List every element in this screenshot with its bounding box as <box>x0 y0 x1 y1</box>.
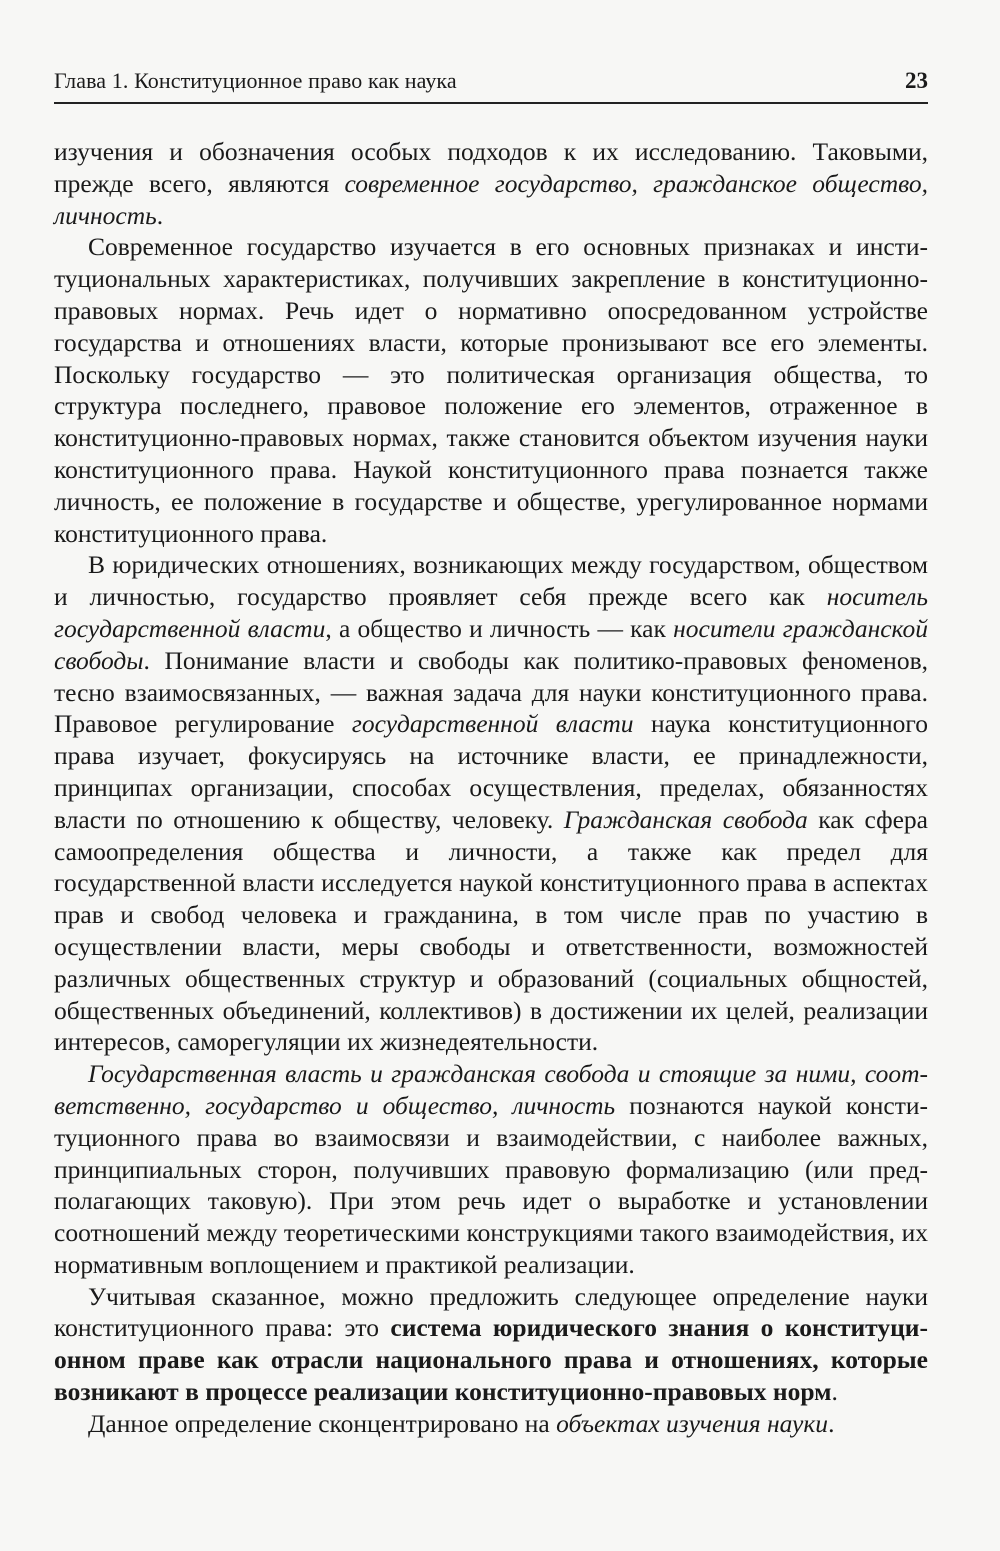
chapter-title: Глава 1. Конституционное право как наука <box>54 68 457 93</box>
paragraph-1 <box>54 136 928 231</box>
paragraph-3 <box>54 549 928 1058</box>
text-run: как сфера самоопределения общества и личности, а также как предел для государственной власти исследуется наукой конституционного права в аспектах прав и свобод человека и гражданина, в том числе прав по участию в осуществлении власти, меры свободы и ответственности, возможностей различных общественных структур и образований (социальных общностей, общественных объединений, коллективов) в достижении их целей, реализации интересов, саморегуляции их жизнедеятельности. <box>54 804 928 1057</box>
paragraph-2 <box>54 231 928 549</box>
body-text <box>54 136 928 1440</box>
paragraph-5 <box>54 1281 928 1408</box>
italic-term: Государственная власть и гражданская свобода и стоящие за ними, соответственно, государство и общество, личность <box>54 1059 928 1120</box>
paragraph-4 <box>54 1058 928 1281</box>
italic-term: носитель государственной власти <box>54 582 928 643</box>
text-run: Учитывая сказанное, можно предложить следующее определение науки конституционного права: это <box>54 1281 928 1343</box>
italic-term: современное государство, гражданское общество, личность <box>54 168 928 230</box>
italic-term: Гражданская свобода <box>563 804 808 834</box>
text-run: Данное определение сконцентрировано на <box>88 1408 557 1438</box>
text-run: . Понимание власти и свободы как политико-правовых феноменов, тесно взаимосвязанных, — важная задача для науки конституционного права. Правовое регулирование <box>54 645 928 739</box>
text-run: познаются наукой конституционного права во взаимосвязи и взаимодействии, с наиболее важных, принципиальных сторон, получивших правовую формализацию (или предполагающих таковую). При этом речь идет о выработке и установлении соотношений между теоретическими конструкциями такого взаимодействия, их нормативным воплощением и практикой реализации. <box>54 1090 928 1279</box>
text-run: изучения и обозначения особых подходов к их исследованию. Таковыми, прежде всего, являются <box>54 137 928 198</box>
text-run: Современное государство изучается в его основных признаках и институциональных характеристиках, получивших закрепление в конституционно-правовых нормах. Речь идет о нормативно опосредованном устройстве государства и отношениях власти, которые пронизывают все его элементы. Поскольку государство — это политическая организация общества, то структура последнего, правовое положение его элементов, отраженное в конституционно-правовых нормах, также становится объектом изучения науки конституционного права. Наукой конституционного права познается также личность, ее положение в государстве и обществе, урегулированное нормами конституционного права. <box>54 232 928 548</box>
text-run: . <box>831 1377 838 1407</box>
text-run: наука конституционного права изучает, фокусируясь на источнике власти, ее принадлежности, принципах организации, способах осуществления, пределах, обязанностях власти по отношению к обществу, человеку. <box>54 709 929 834</box>
italic-term: носители гражданской свободы <box>54 613 928 675</box>
page-number: 23 <box>905 68 928 93</box>
bold-definition: система юридического знания о конституционном праве как отрасли национального права и отношениях, которые возникают в процессе реализации конституционно-правовых норм <box>54 1313 928 1407</box>
paragraph-6 <box>54 1408 928 1440</box>
running-header <box>54 62 928 104</box>
italic-term: объектах изучения науки <box>556 1408 829 1438</box>
text-run: В юридических отношениях, возникающих между государством, обществом и личностью, государство проявляет себя прежде всего как <box>54 550 928 612</box>
text-run: . <box>828 1408 835 1438</box>
text-run: . <box>156 200 164 230</box>
text-run: , а общество и личность — как <box>325 613 674 643</box>
italic-term: государственной власти <box>351 709 634 739</box>
